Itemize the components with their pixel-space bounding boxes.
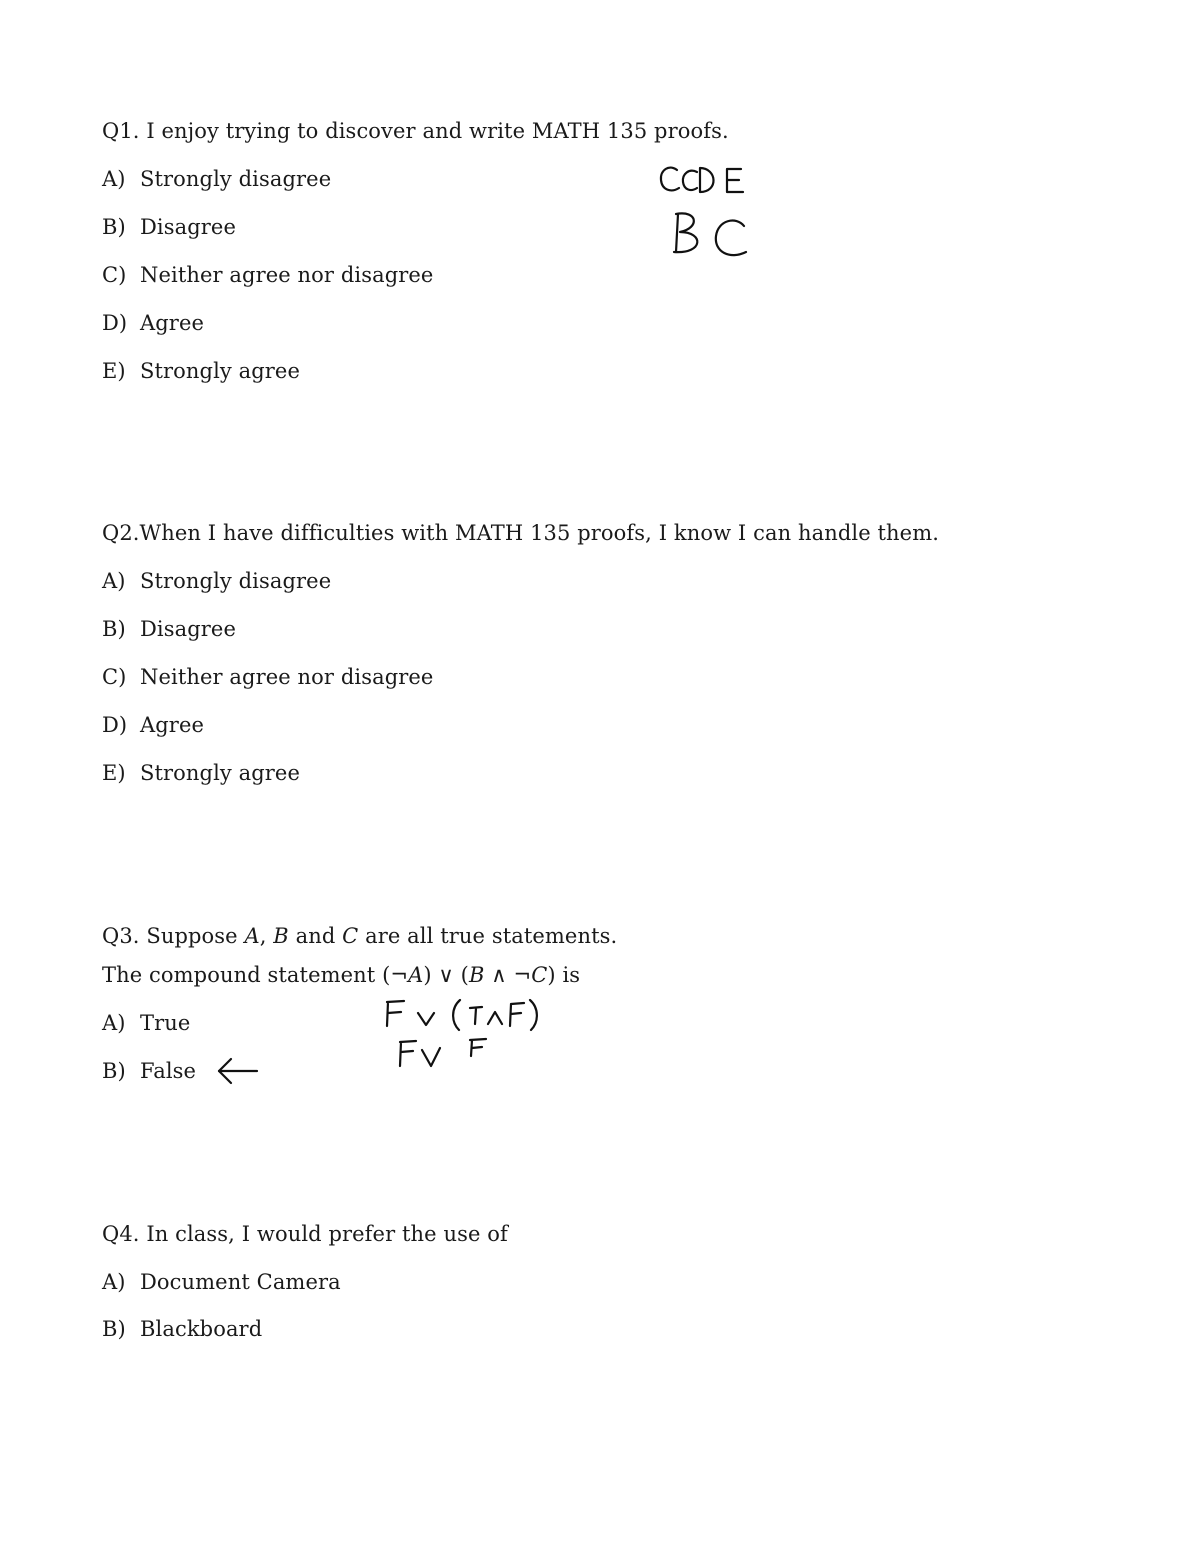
q3-prompt-suffix: are all true statements. — [358, 924, 618, 948]
q3-prompt — [102, 922, 617, 950]
option-letter: D) — [102, 311, 128, 335]
q1-handwritten-cde — [655, 160, 755, 200]
option-text: Document Camera — [140, 1270, 341, 1294]
option-text: Neither agree nor disagree — [140, 263, 434, 287]
q3-option-a[interactable] — [102, 1009, 190, 1037]
q1-handwritten-bc — [668, 208, 758, 268]
option-letter: D) — [102, 713, 128, 737]
option-text: Neither agree nor disagree — [140, 665, 434, 689]
option-text: Blackboard — [140, 1317, 263, 1341]
option-letter: A) — [102, 167, 126, 191]
q2-option-e[interactable] — [102, 759, 300, 787]
q4-prompt: Q4. In class, I would prefer the use of — [102, 1222, 508, 1246]
q3-option-b[interactable] — [102, 1057, 196, 1085]
q1-option-a[interactable] — [102, 165, 331, 193]
compound-and: ∧ ¬ — [484, 963, 532, 987]
q4-option-b[interactable] — [102, 1315, 262, 1343]
compound-var-a: A — [408, 963, 424, 987]
option-text: Disagree — [140, 617, 236, 641]
q2-option-b[interactable] — [102, 615, 236, 643]
q2-option-a[interactable] — [102, 567, 331, 595]
option-text: Strongly agree — [140, 359, 300, 383]
compound-mid: ) ∨ ( — [423, 963, 469, 987]
option-text: False — [140, 1059, 197, 1083]
option-letter: C) — [102, 263, 127, 287]
q1-prompt: Q1. I enjoy trying to discover and write MATH 135 proofs. — [102, 119, 729, 143]
q2-prompt: Q2.When I have difficulties with MATH 135 proofs, I know I can handle them. — [102, 521, 939, 545]
option-letter: B) — [102, 215, 126, 239]
q3-handwritten-line-1 — [378, 996, 548, 1038]
q2-option-c[interactable] — [102, 663, 433, 691]
option-letter: B) — [102, 617, 126, 641]
q2-option-d[interactable] — [102, 711, 204, 739]
q1-option-d[interactable] — [102, 309, 204, 337]
q1-option-c[interactable] — [102, 261, 433, 289]
var-c: C — [342, 924, 359, 948]
compound-var-c: C — [531, 963, 548, 987]
compound-prefix: The compound statement (¬ — [102, 963, 409, 987]
option-text: Agree — [140, 311, 205, 335]
q1-option-e[interactable] — [102, 357, 300, 385]
option-letter: A) — [102, 1270, 126, 1294]
option-letter: A) — [102, 1011, 126, 1035]
option-text: Disagree — [140, 215, 236, 239]
compound-suffix: ) is — [547, 963, 581, 987]
option-text: Strongly disagree — [140, 569, 332, 593]
option-letter: B) — [102, 1059, 126, 1083]
compound-var-b: B — [468, 963, 485, 987]
var-b: B — [273, 924, 289, 948]
separator: , — [259, 924, 274, 948]
q1-option-b[interactable] — [102, 213, 236, 241]
option-letter: E) — [102, 359, 126, 383]
handwritten-arrow-left-icon — [215, 1056, 261, 1086]
option-letter: B) — [102, 1317, 126, 1341]
option-text: True — [140, 1011, 191, 1035]
q3-prompt-prefix: Q3. Suppose — [102, 924, 245, 948]
q4-option-a[interactable] — [102, 1268, 341, 1296]
option-text: Strongly agree — [140, 761, 300, 785]
option-letter: E) — [102, 761, 126, 785]
option-text: Strongly disagree — [140, 167, 332, 191]
option-text: Agree — [140, 713, 205, 737]
option-letter: C) — [102, 665, 127, 689]
q3-compound-statement — [102, 961, 580, 989]
and-word: and — [288, 924, 343, 948]
option-letter: A) — [102, 569, 126, 593]
var-a: A — [244, 924, 260, 948]
q3-handwritten-line-2 — [394, 1036, 504, 1072]
